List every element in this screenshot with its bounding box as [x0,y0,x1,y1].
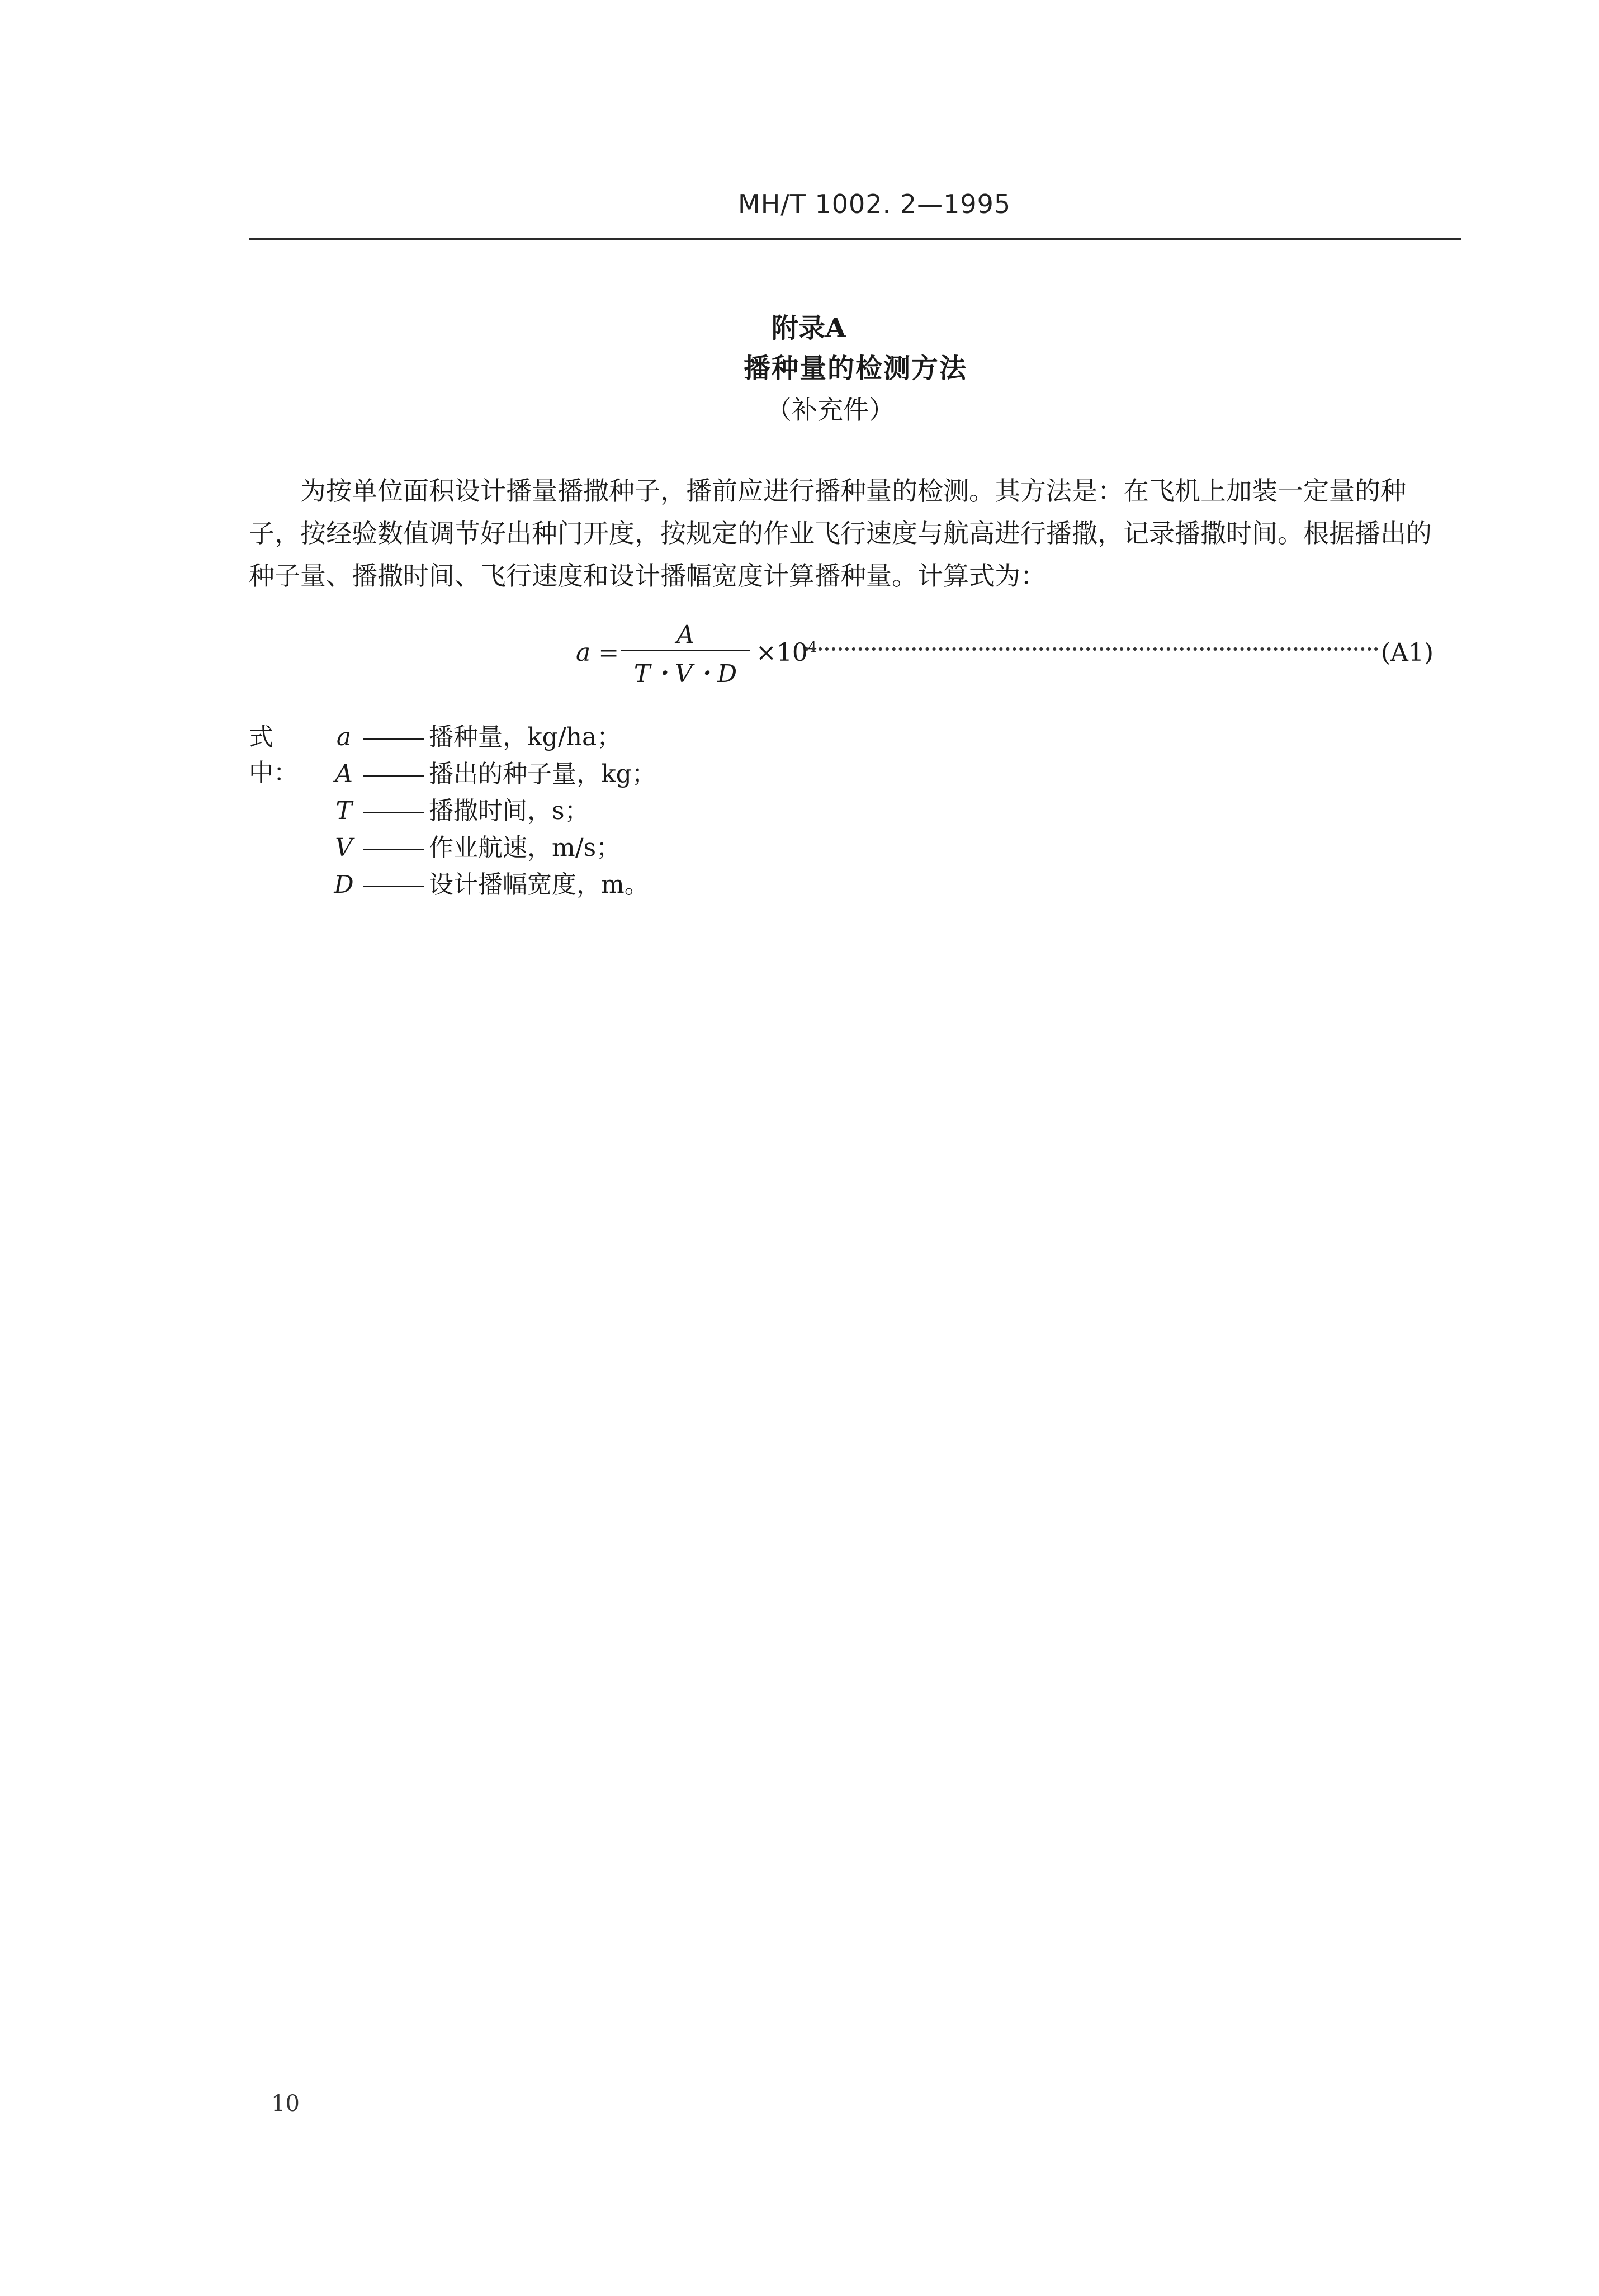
definition-text: 播出的种子量，kg； [429,760,656,788]
formula-label: (A1) [1381,638,1434,667]
header-divider [249,238,1461,240]
paragraph-line: 种子量、播撒时间、飞行速度和设计播幅宽度计算播种量。计算式为： [249,561,1046,591]
definition-symbol: A [335,760,353,788]
definition-text: 播种量，kg/ha； [429,723,622,751]
paragraph-line: 子，按经验数值调节好出种门开度，按规定的作业飞行速度与航高进行播撒，记录播撒时间。根据播出的 [249,518,1432,548]
formula-multiplier-base: ×10 [756,638,808,667]
appendix-label: 附录A [772,313,846,344]
definition-row [327,827,621,863]
definition-row [327,790,589,826]
definition-dash [363,886,424,887]
document-code-header: MH/T 1002. 2—1995 [738,189,1011,219]
definition-text: 设计播幅宽度，m。 [429,870,649,899]
definition-symbol: T [335,797,352,825]
definition-dash [363,812,424,813]
definition-row [327,717,621,752]
definition-row [327,864,649,900]
page-number: 10 [271,2091,300,2117]
definition-symbol: a [336,723,352,751]
formula-numerator: A [676,621,694,649]
definition-dash [363,849,424,850]
definition-row [327,754,656,789]
definition-text: 作业航速，m/s； [429,834,621,862]
definition-dash [363,775,424,777]
definition-dash [363,738,424,740]
formula-a1 [576,621,1465,688]
formula-exponent: 4 [807,639,817,656]
body-paragraph [249,470,1462,597]
definitions-intro: 式中： [249,723,298,787]
fraction-bar [621,650,750,651]
definition-symbol: V [335,834,353,862]
formula-denominator: T・V・D [633,660,737,688]
definition-text: 播撒时间，s； [429,797,589,825]
appendix-subtitle: （补充件） [766,395,895,425]
formula-lhs: a = [576,638,619,667]
paragraph-line: 为按单位面积设计播量播撒种子，播前应进行播种量的检测。其方法是：在飞机上加装一定量的种 [300,476,1406,506]
formula-fraction [621,621,750,689]
formula-leader-dots [805,636,1378,651]
definition-symbol: D [334,870,354,899]
appendix-title: 播种量的检测方法 [744,353,968,384]
